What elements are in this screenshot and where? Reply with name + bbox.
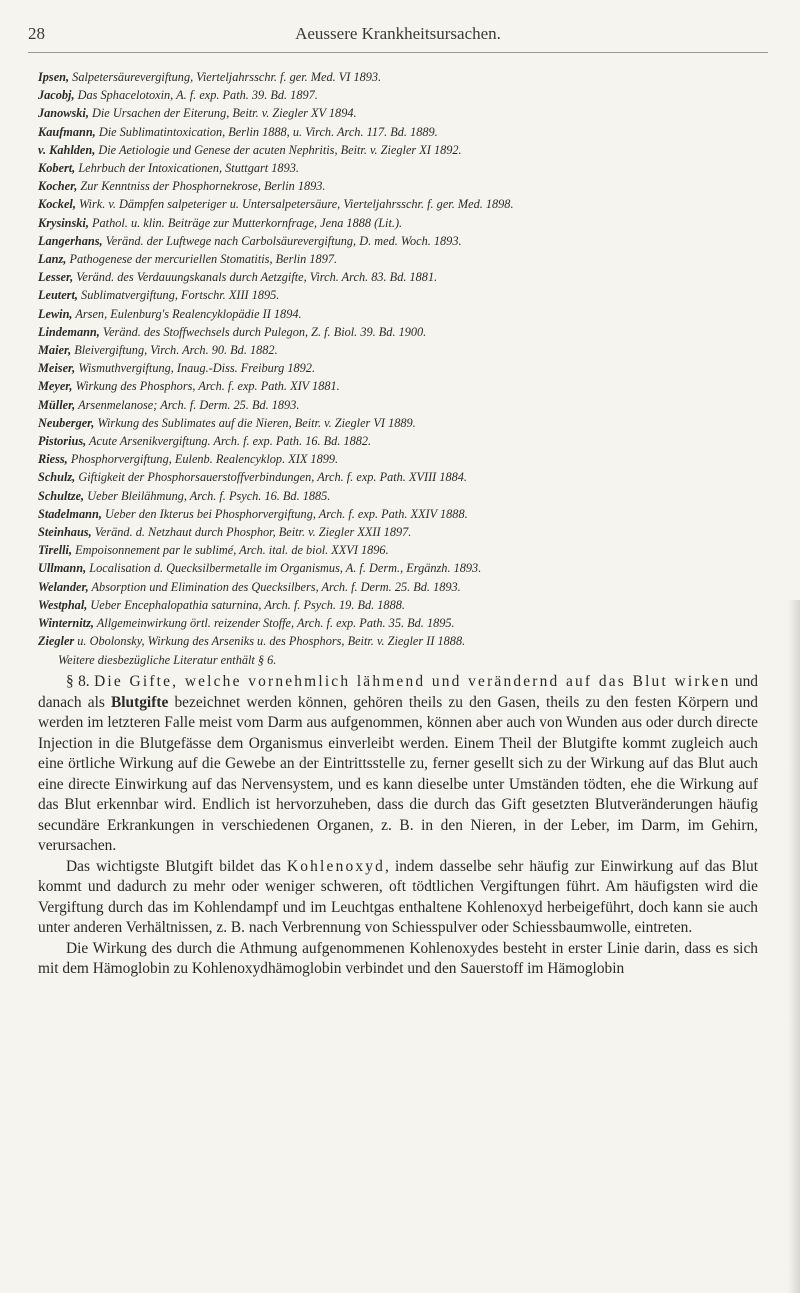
reference-author: Kockel, (38, 197, 76, 212)
reference-entry (38, 450, 758, 468)
reference-list (38, 68, 758, 669)
reference-entry (38, 523, 758, 541)
reference-entry (38, 359, 758, 377)
paragraph-1-text: bezeichnet werden können, gehören theils zu den Gasen, theils zu den festen Körpern und werden im letzteren Falle meist vom Darm aus aufgenommen, können aber auch von Wunden aus oder durch directe Injection in die Blutgefässe dem Organismus einverleibt werden. Einem Theil der Blutgifte kommt zugleich auch eine örtliche Wirkung auf die Gewebe an der Eintrittsstelle zu, ferner gesellt sich zu der Wirkung auf das Blut auch eine directe Einwirkung auf das Nervensystem, und es kann dieselbe unter Umständen tödten, ehe die Wirkung auf das Blut erkennbar wird. Endlich ist hervorzuheben, dass die durch das Gift gesetzten Blutveränderungen häufig secundäre Erkrankungen in verschiedenen Organen, z. B. in den Nieren, in der Leber, im Darm, im Gehirn, verursachen. (38, 693, 758, 854)
reference-text: Die Aetiologie und Genese der acuten Nephritis, Beitr. v. Ziegler XI 1892. (98, 142, 462, 157)
reference-entry (38, 323, 758, 341)
reference-entry (38, 468, 758, 486)
reference-note: Weitere diesbezügliche Literatur enthält § 6. (58, 652, 277, 667)
reference-entry (38, 505, 758, 523)
reference-entry (38, 195, 758, 213)
reference-text: Die Sublimatintoxication, Berlin 1888, u. Virch. Arch. 117. Bd. 1889. (98, 124, 438, 139)
reference-author: Maier, (38, 343, 72, 358)
reference-text: Sublimatvergiftung, Fortschr. XIII 1895. (81, 288, 280, 303)
reference-text: Veränd. des Verdauungskanals durch Aetzgifte, Virch. Arch. 83. Bd. 1881. (76, 270, 438, 285)
reference-entry (38, 305, 758, 323)
reference-entry (38, 632, 758, 650)
reference-text: Arsen, Eulenburg's Realencyklopädie II 1894. (75, 306, 302, 321)
reference-author: Ipsen, (38, 70, 70, 84)
reference-entry (38, 614, 758, 632)
reference-text: Wismuthvergiftung, Inaug.-Diss. Freiburg 1892. (78, 361, 316, 376)
reference-author: Kocher, (38, 179, 78, 194)
page-header (28, 24, 768, 50)
reference-entry (38, 596, 758, 614)
reference-author: Steinhaus, (38, 525, 92, 540)
reference-author: Ziegler (38, 634, 75, 649)
reference-entry (38, 432, 758, 450)
paragraph-3: Die Wirkung des durch die Athmung aufgenommenen Kohlenoxydes besteht in erster Linie darin, dass es sich mit dem Hämoglobin zu Kohlenoxydhämoglobin verbindet und den Sauerstoff im Hämoglobin (38, 939, 758, 977)
reference-text: Ueber Bleilähmung, Arch. f. Psych. 16. Bd. 1885. (87, 488, 331, 503)
reference-text: Bleivergiftung, Virch. Arch. 90. Bd. 1882. (74, 343, 278, 358)
reference-entry (38, 268, 758, 286)
reference-entry (38, 104, 758, 122)
reference-author: Lesser, (38, 270, 74, 285)
reference-entry (38, 487, 758, 505)
reference-author: Ullmann, (38, 561, 87, 576)
reference-text: Veränd. des Stoffwechsels durch Pulegon, Z. f. Biol. 39. Bd. 1900. (102, 324, 427, 339)
section-heading: Die Gifte, welche vornehmlich lähmend und verändernd auf das Blut wirken (94, 673, 731, 690)
reference-author: Müller, (38, 397, 76, 412)
reference-entry (38, 232, 758, 250)
reference-text: Wirk. v. Dämpfen salpeteriger u. Untersalpetersäure, Vierteljahrsschr. f. ger. Med. 1898. (78, 197, 514, 212)
reference-author: Pistorius, (38, 434, 87, 449)
reference-entry (38, 559, 758, 577)
reference-author: Kobert, (38, 161, 76, 176)
reference-author: Krysinski, (38, 215, 89, 230)
reference-text: Salpetersäurevergiftung, Vierteljahrsschr. f. ger. Med. VI 1893. (72, 70, 382, 84)
reference-entry (38, 250, 758, 268)
reference-author: Lewin, (38, 306, 73, 321)
reference-author: Schultze, (38, 488, 85, 503)
paragraph-2-start: Das wichtigste Blutgift bildet das (66, 857, 287, 875)
reference-text: Giftigkeit der Phosphorsauerstoffverbindungen, Arch. f. exp. Path. XVIII 1884. (78, 470, 467, 485)
reference-author: Kaufmann, (38, 124, 96, 139)
reference-text: Das Sphacelotoxin, A. f. exp. Path. 39. Bd. 1897. (77, 88, 318, 103)
reference-text: Allgemeinwirkung örtl. reizender Stoffe, Arch. f. exp. Path. 35. Bd. 1895. (96, 616, 455, 631)
bold-term: Blutgifte (111, 693, 169, 711)
reference-text: Ueber den Ikterus bei Phosphorvergiftung, Arch. f. exp. Path. XXIV 1888. (104, 506, 468, 521)
reference-entry (38, 86, 758, 104)
reference-text: Absorption und Elimination des Quecksilbers, Arch. f. Derm. 25. Bd. 1893. (91, 579, 461, 594)
reference-author: Janowski, (38, 106, 89, 121)
reference-author: Westphal, (38, 597, 88, 612)
header-divider (28, 52, 768, 53)
reference-text: Die Ursachen der Eiterung, Beitr. v. Ziegler XV 1894. (92, 106, 357, 121)
reference-entry (38, 286, 758, 304)
reference-author: v. Kahlden, (38, 142, 96, 157)
reference-author: Meyer, (38, 379, 73, 394)
paragraph-1 (38, 672, 758, 857)
page-edge-shadow (788, 600, 800, 1293)
reference-entry (38, 68, 758, 86)
reference-author: Leutert, (38, 288, 78, 303)
reference-text: u. Obolonsky, Wirkung des Arseniks u. des Phosphors, Beitr. v. Ziegler II 1888. (77, 634, 466, 649)
reference-entry (38, 141, 758, 159)
reference-entry (38, 159, 758, 177)
reference-author: Jacobj, (38, 88, 75, 103)
heading-tail: und danach als (38, 673, 758, 711)
reference-text: Pathol. u. klin. Beiträge zur Mutterkornfrage, Jena 1888 (Lit.). (92, 215, 403, 230)
reference-entry (38, 123, 758, 141)
reference-text: Zur Kenntniss der Phosphornekrose, Berlin 1893. (80, 179, 326, 194)
reference-entry (38, 578, 758, 596)
section-body (38, 672, 758, 980)
reference-text: Acute Arsenikvergiftung. Arch. f. exp. Path. 16. Bd. 1882. (89, 434, 372, 449)
reference-author: Winternitz, (38, 616, 94, 631)
reference-author: Welander, (38, 579, 89, 594)
reference-entry (38, 541, 758, 559)
reference-text: Phosphorvergiftung, Eulenb. Realencyklop. XIX 1899. (70, 452, 339, 467)
reference-author: Meiser, (38, 361, 76, 376)
reference-author: Stadelmann, (38, 506, 102, 521)
reference-author: Neuberger, (38, 415, 95, 430)
reference-text: Ueber Encephalopathia saturnina, Arch. f. Psych. 19. Bd. 1888. (90, 597, 405, 612)
reference-author: Lanz, (38, 252, 67, 267)
paragraph-2-text: , indem dasselbe sehr häufig zur Einwirkung auf das Blut kommt und dadurch zu mehr oder weniger schweren, oft tödtlichen Vergiftungen führt. Am häufigsten wird die Vergiftung durch das im Kohlendampf und im Leuchtgas enthaltene Kohlenoxyd herbeigeführt, doch kann sie auch unter anderen Verhältnissen, z. B. nach Verbrennung von Schiesspulver oder Schiessbaumwolle, eintreten. (38, 857, 759, 936)
spaced-term: Kohlenoxyd (286, 857, 386, 875)
reference-author: Schulz, (38, 470, 76, 485)
section-number: § 8. (66, 673, 90, 690)
reference-entry (38, 341, 758, 359)
reference-text: Empoisonnement par le sublimé, Arch. ital. de biol. XXVI 1896. (75, 543, 389, 558)
reference-author: Langerhans, (38, 233, 103, 248)
reference-text: Veränd. d. Netzhaut durch Phosphor, Beitr. v. Ziegler XXII 1897. (94, 525, 412, 540)
reference-entry (38, 214, 758, 232)
reference-text: Arsenmelanose; Arch. f. Derm. 25. Bd. 1893. (78, 397, 300, 412)
reference-text: Pathogenese der mercuriellen Stomatitis, Berlin 1897. (69, 252, 338, 267)
paragraph-2 (38, 857, 758, 939)
reference-text: Wirkung des Phosphors, Arch. f. exp. Path. XIV 1881. (75, 379, 340, 394)
running-title: Aeussere Krankheitsursachen. (295, 24, 501, 43)
reference-author: Tirelli, (38, 543, 73, 558)
reference-text: Wirkung des Sublimates auf die Nieren, Beitr. v. Ziegler VI 1889. (97, 415, 416, 430)
reference-entry (38, 177, 758, 195)
reference-author: Riess, (38, 452, 68, 467)
reference-entry (38, 377, 758, 395)
reference-entry (38, 396, 758, 414)
page-number: 28 (28, 24, 45, 43)
reference-text: Veränd. der Luftwege nach Carbolsäurevergiftung, D. med. Woch. 1893. (105, 233, 462, 248)
reference-text: Lehrbuch der Intoxicationen, Stuttgart 1893. (78, 161, 299, 176)
reference-text: Localisation d. Quecksilbermetalle im Organismus, A. f. Derm., Ergänzh. 1893. (89, 561, 482, 576)
reference-entry (38, 414, 758, 432)
reference-author: Lindemann, (38, 324, 100, 339)
